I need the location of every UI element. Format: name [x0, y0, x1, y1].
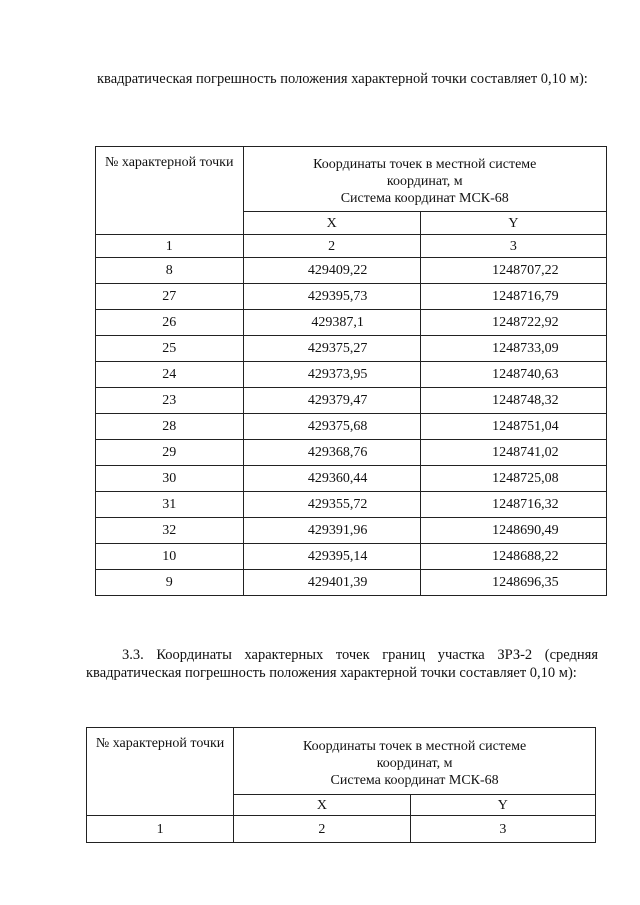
- coordinates-table-2: [86, 727, 596, 843]
- point-number: 30: [96, 466, 244, 492]
- header-coordinates-line1: Координаты точек в местной системе: [313, 156, 537, 172]
- header-x: X: [243, 212, 420, 235]
- coord-x: 429355,72: [243, 492, 420, 518]
- point-number: 9: [96, 570, 244, 596]
- coord-y: 1248690,49: [420, 518, 606, 544]
- table-row: [96, 466, 607, 492]
- point-number: 31: [96, 492, 244, 518]
- coord-y: 1248707,22: [420, 258, 606, 284]
- coord-y: 1248741,02: [420, 440, 606, 466]
- point-number: 23: [96, 388, 244, 414]
- table-row: [96, 336, 607, 362]
- header-coordinates-line3: Система координат МСК-68: [330, 772, 499, 788]
- header-coordinates-line1: Координаты точек в местной системе: [302, 738, 527, 754]
- intro-paragraph: квадратическая погрешность положения характерной точки составляет 0,10 м):: [97, 71, 588, 87]
- coord-y: 1248751,04: [420, 414, 606, 440]
- coord-x: 429401,39: [243, 570, 420, 596]
- table-row: [96, 258, 607, 284]
- coord-y: 1248722,92: [420, 310, 606, 336]
- coordinates-table-1: [95, 146, 607, 596]
- column-index-1: 1: [87, 816, 234, 843]
- coord-x: 429375,68: [243, 414, 420, 440]
- point-number: 27: [96, 284, 244, 310]
- coord-x: 429395,73: [243, 284, 420, 310]
- coord-y: 1248748,32: [420, 388, 606, 414]
- point-number: 29: [96, 440, 244, 466]
- point-number: 10: [96, 544, 244, 570]
- table-row: [96, 492, 607, 518]
- header-point-number: № характерной точки: [96, 147, 244, 235]
- coord-y: 1248688,22: [420, 544, 606, 570]
- coord-x: 429395,14: [243, 544, 420, 570]
- column-index-3: 3: [410, 816, 595, 843]
- table-row: [96, 284, 607, 310]
- coord-x: 429375,27: [243, 336, 420, 362]
- table-row: [96, 570, 607, 596]
- coord-x: 429409,22: [243, 258, 420, 284]
- coord-x: 429387,1: [243, 310, 420, 336]
- table-row: [96, 362, 607, 388]
- coord-y: 1248696,35: [420, 570, 606, 596]
- coord-x: 429379,47: [243, 388, 420, 414]
- column-index-3: 3: [420, 235, 606, 258]
- column-index-2: 2: [243, 235, 420, 258]
- point-number: 28: [96, 414, 244, 440]
- header-y: Y: [420, 212, 606, 235]
- coord-x: 429368,76: [243, 440, 420, 466]
- header-coordinates-line2: координат, м: [376, 755, 453, 771]
- column-index-1: 1: [96, 235, 244, 258]
- section-3-3-paragraph: 3.3. Координаты характерных точек границ участка ЗРЗ-2 (средняя квадратическая погрешность положения характерной точки составляет 0,10 м):: [86, 647, 598, 681]
- point-number: 25: [96, 336, 244, 362]
- header-coordinates: [243, 147, 606, 212]
- header-coordinates-line2: координат, м: [386, 173, 463, 189]
- header-coordinates: [234, 728, 596, 795]
- point-number: 8: [96, 258, 244, 284]
- table-row: [96, 544, 607, 570]
- point-number: 32: [96, 518, 244, 544]
- header-coordinates-line3: Система координат МСК-68: [340, 190, 509, 206]
- coord-y: 1248716,32: [420, 492, 606, 518]
- point-number: 24: [96, 362, 244, 388]
- table-row: [96, 414, 607, 440]
- point-number: 26: [96, 310, 244, 336]
- table-row: [96, 518, 607, 544]
- coord-y: 1248733,09: [420, 336, 606, 362]
- table-row: [96, 388, 607, 414]
- coord-y: 1248716,79: [420, 284, 606, 310]
- header-x: X: [234, 795, 410, 816]
- coord-x: 429391,96: [243, 518, 420, 544]
- table-row: [96, 440, 607, 466]
- coord-y: 1248740,63: [420, 362, 606, 388]
- coord-x: 429373,95: [243, 362, 420, 388]
- coord-x: 429360,44: [243, 466, 420, 492]
- coord-y: 1248725,08: [420, 466, 606, 492]
- header-y: Y: [410, 795, 595, 816]
- header-point-number: № характерной точки: [87, 728, 234, 816]
- table-row: [96, 310, 607, 336]
- column-index-2: 2: [234, 816, 410, 843]
